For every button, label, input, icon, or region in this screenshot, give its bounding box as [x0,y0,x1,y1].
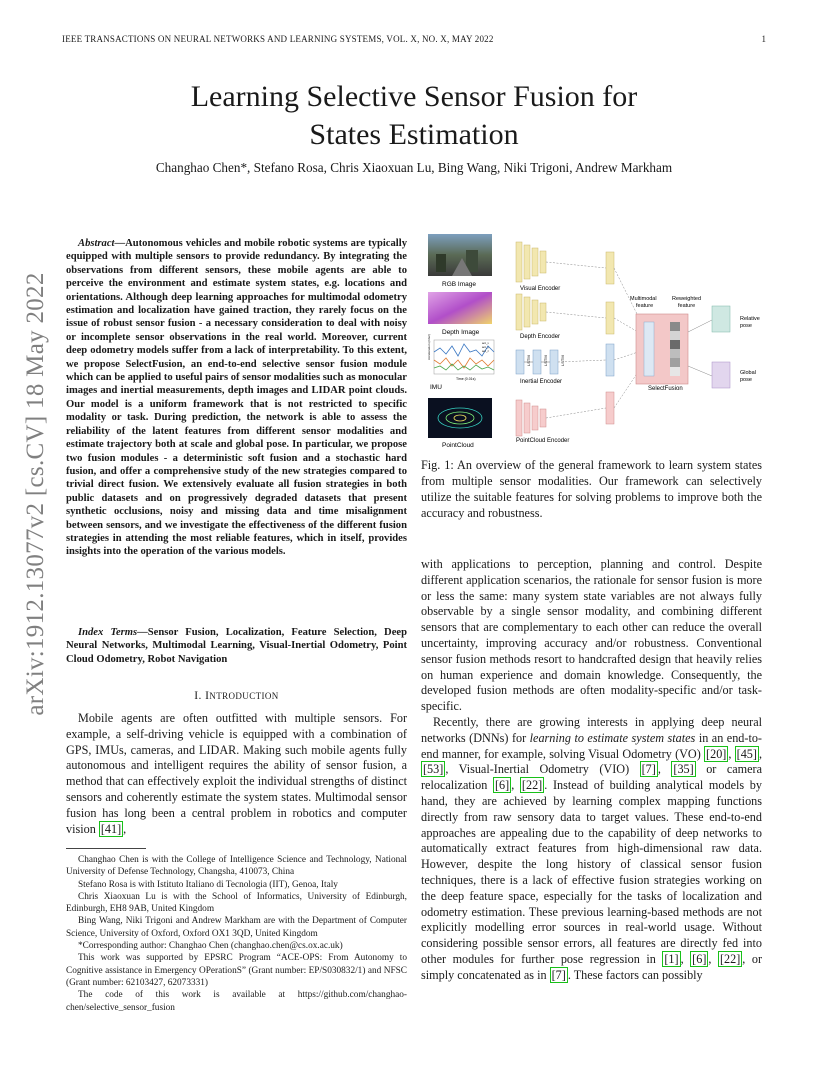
index-terms [66,626,407,666]
footnote: This work was supported by EPSRC Program “ACE-OPS: From Autonomy to Cognitive assistance in Emergency OPerationS” (Grant number: EP/S030832/1) and NFSC (Grant number: 62103427, 62073331) [66,953,407,988]
imu-x-axis-label: Time (0.01s) [456,377,476,381]
lstm-cell-label: LSTM [543,355,548,366]
title-line-1: Learning Selective Sensor Fusion for [190,80,638,113]
citation-link[interactable]: [35] [673,762,694,777]
citation-link[interactable]: [7] [641,762,656,777]
section-heading: I. INTRODUCTION [194,690,279,702]
relative-pose-label: Relative [740,316,760,322]
multimodal-feature-label: feature [636,303,654,309]
rgb-image-thumbnail [428,234,492,276]
multimodal-feature-label: Multimodal [630,296,657,302]
footnote: Bing Wang, Niki Trigoni and Andrew Markham are with the Department of Computer Science, University of Oxford, Oxford OX1 3QD, United Kingdom [66,916,407,939]
citation-link[interactable]: [22] [521,778,543,793]
citation-link[interactable]: [45] [736,746,757,761]
global-pose-label: Global [740,370,756,376]
index-terms-label: Index Terms [78,627,138,638]
pointcloud-encoder-label: PointCloud Encoder [516,438,570,444]
title-line-2: States Estimation [309,118,519,151]
reweighted-feature-label: feature [678,303,696,309]
framework-figure [422,232,766,450]
footnote-rule [66,848,146,849]
running-header: IEEE TRANSACTIONS ON NEURAL NETWORKS AND LEARNING SYSTEMS, VOL. X, NO. X, MAY 2022 [62,34,494,44]
pointcloud-encoder-block [516,400,546,436]
relative-pose-head [712,306,730,332]
framework-diagram [422,232,766,450]
right-column-text [421,557,762,984]
abstract-text: —Autonomous vehicles and mobile robotic systems are typically equipped with multiple sensors to provide redundancy. By integrating the observations from different sensors, these mobile agents are able to perceive the environment and estimate system states, e.g. locations and orientations. Although deep learning approaches for multimodal odometry estimation and localization have gained traction, they rarely focus on the issue of robust sensor fusion - a necessary consideration to deal with noisy or incomplete sensor observations in the real world. Moreover, current deep odometry models suffer from a lack of interpretability. To this extent, we propose SelectFusion, an end-to-end selective sensor fusion module which can be applied to useful pairs of sensor modalities such as monocular images and inertial measurements, depth images and LIDAR point clouds. Our model is a uniform framework that is not restricted to specific modality or task. During prediction, the network is able to assess the reliability of the latent features from different sensor modalities and estimate trajectory both at scale and global pose. In particular, we propose two fusion modules - a deterministic soft fusion and a stochastic hard fusion, and offer a comprehensive study of the new strategies compared to trivial direct fusion. We extensively evaluate all fusion strategies in both public datasets and on progressively degraded datasets that present synthetic occlusions, noisy and missing data and time misalignment between sensors, and we investigate the effectiveness of the different fusion strategies in attending the most reliable features, which in itself, provides insights into the operation of the various models. [66,238,407,558]
multimodal-feature-vector [644,322,654,376]
output-connectors [688,320,712,376]
intro-paragraph: Mobile agents are often outfitted with multiple sensors. For example, a self-driving vehicle is equipped with a combination of GPS, IMUs, cameras, and LIDAR. Making such mobile agents fully autonomous and intelligent requires the ability of sensor fusion, a method that can effectively exploit the individual strengths of distinct sensors and coherently estimate the system states. Multimodal sensor fusion has long been a central problem in robotics and computer vision [41] , [66,711,407,836]
footnote: *Corresponding author: Changhao Chen (changhao.chen@cs.ox.ac.uk) [78,941,343,952]
author-list: Changhao Chen*, Stefano Rosa, Chris Xiaoxuan Lu, Bing Wang, Niki Trigoni, Andrew Markham [155,160,673,175]
selectfusion-label: SelectFusion [648,386,683,392]
citation-link[interactable]: [6] [692,951,707,966]
visual-encoder-label: Visual Encoder [520,286,561,292]
citation-link[interactable]: [7] [551,967,566,982]
visual-encoder-block [516,242,546,282]
imu-label: IMU [430,384,442,391]
footnote: Stefano Rosa is with Istituto Italiano di Tecnologia (IIT), Genoa, Italy [78,879,338,890]
footnote: The code of this work is available at https://github.com/changhao-chen/selective_sensor_fusion [66,990,407,1013]
depth-image-label: Depth Image [442,329,480,336]
imu-y-axis-label: Acceleration (m/s2) [427,334,431,360]
abstract-label: Abstract [78,238,115,249]
citation-link[interactable]: [53] [423,762,444,777]
imu-legend-entry: acc_z [482,350,489,353]
reweighted-feature-label: Reweighted [672,296,702,302]
footnote: Changhao Chen is with the College of Intelligence Science and Technology, National University of Defense Technology, Changsha, 410073, China [66,855,407,878]
lstm-cell-label: LSTM [526,355,531,366]
index-terms-text: —Sensor Fusion, Localization, Feature Selection, Deep Neural Networks, Multimodal Learning, Visual-Inertial Odometry, Point Cloud Odometry, Robot Navigation [66,627,407,665]
lstm-cell-label: LSTM [560,355,565,366]
figure-caption: Fig. 1: An overview of the general framework to learn system states from multiple sensor modalities. Our framework can selectively utilize the suitable features for solving problems to improve both the accuracy and robustness. [421,458,762,520]
pointcloud-label: PointCloud [442,442,474,449]
paragraph: Recently, there are growing interests in applying deep neural networks (DNNs) for learning to estimate system states in an end-to-end manner, for example, solving Visual Odometry (VO) [20] , [45] , [53] , Visual-Inertial Odometry (VIO) [7] , [35] or camera relocalization [6] , [22] . Instead of building analytical models by hand, they are achieved by learning complex mapping functions directly from raw sensory data to target values. These end-to-end approaches are appealing due to the capability of deep networks to automatically extract features from high-dimensional raw data. However, despite the long history of classical sensor fusion techniques, there is a lack of effective fusion strategies working on the deep feature space, especially for the tasks of localization and odometry estimation. These previous learning-based methods are not explicitly modelling error sources in real-world usage. Without considering possible sensor errors, all features are directly fed into other modules for further pose regression in [1] , [6] , [22] , or simply concatenated as in [7] . These factors can possibly [421,714,763,982]
global-pose-label: pose [740,377,752,383]
citation-link[interactable]: [20] [706,746,727,761]
paper-title [0,78,828,154]
pointcloud-thumbnail [428,398,492,438]
global-pose-head [712,362,730,388]
footnote: Chris Xiaoxuan Lu is with the School of Informatics, University of Edinburgh, Edinburgh, EH8 9AB, United Kingdom [66,891,407,915]
depth-encoder-label: Depth Encoder [520,334,561,340]
inertial-encoder-block [516,350,558,374]
citation-link[interactable]: [22] [719,951,741,966]
footnotes [66,854,407,1014]
selectfusion-block [636,314,688,384]
citation-link[interactable]: [41] [100,821,122,836]
abstract [66,237,407,559]
imu-legend-entry: acc_x [482,342,489,345]
arxiv-stamp: arXiv:1912.13077v2 [cs.CV] 18 May 2022 [22,272,49,716]
feature-vectors [606,252,614,424]
citation-link[interactable]: [1] [664,951,679,966]
reweighted-feature-vector [670,322,680,376]
inertial-encoder-label: Inertial Encoder [520,379,563,385]
rgb-image-label: RGB Image [442,281,476,288]
depth-encoder-block [516,294,546,330]
imu-legend-entry: acc_y [482,346,489,349]
relative-pose-label: pose [740,323,752,329]
paragraph: with applications to perception, planning and control. Despite different application scenarios, the rationale for sensor fusion is more or less the same: many system state variables are not always fully observable by a single sensor modality, and combining different sensors that are complementary to each other can reduce the overall uncertainty, improving accuracy and/or robustness. Conventional sensor fusion methods resort to handcrafted design that heavily relies on human experience and domain knowledge. Consequently, the developed fusion methods are often modality-specific and/or task-specific. [421,557,762,714]
depth-image-thumbnail [428,292,492,324]
page-number: 1 [761,34,766,44]
citation-link[interactable]: [6] [494,778,510,793]
